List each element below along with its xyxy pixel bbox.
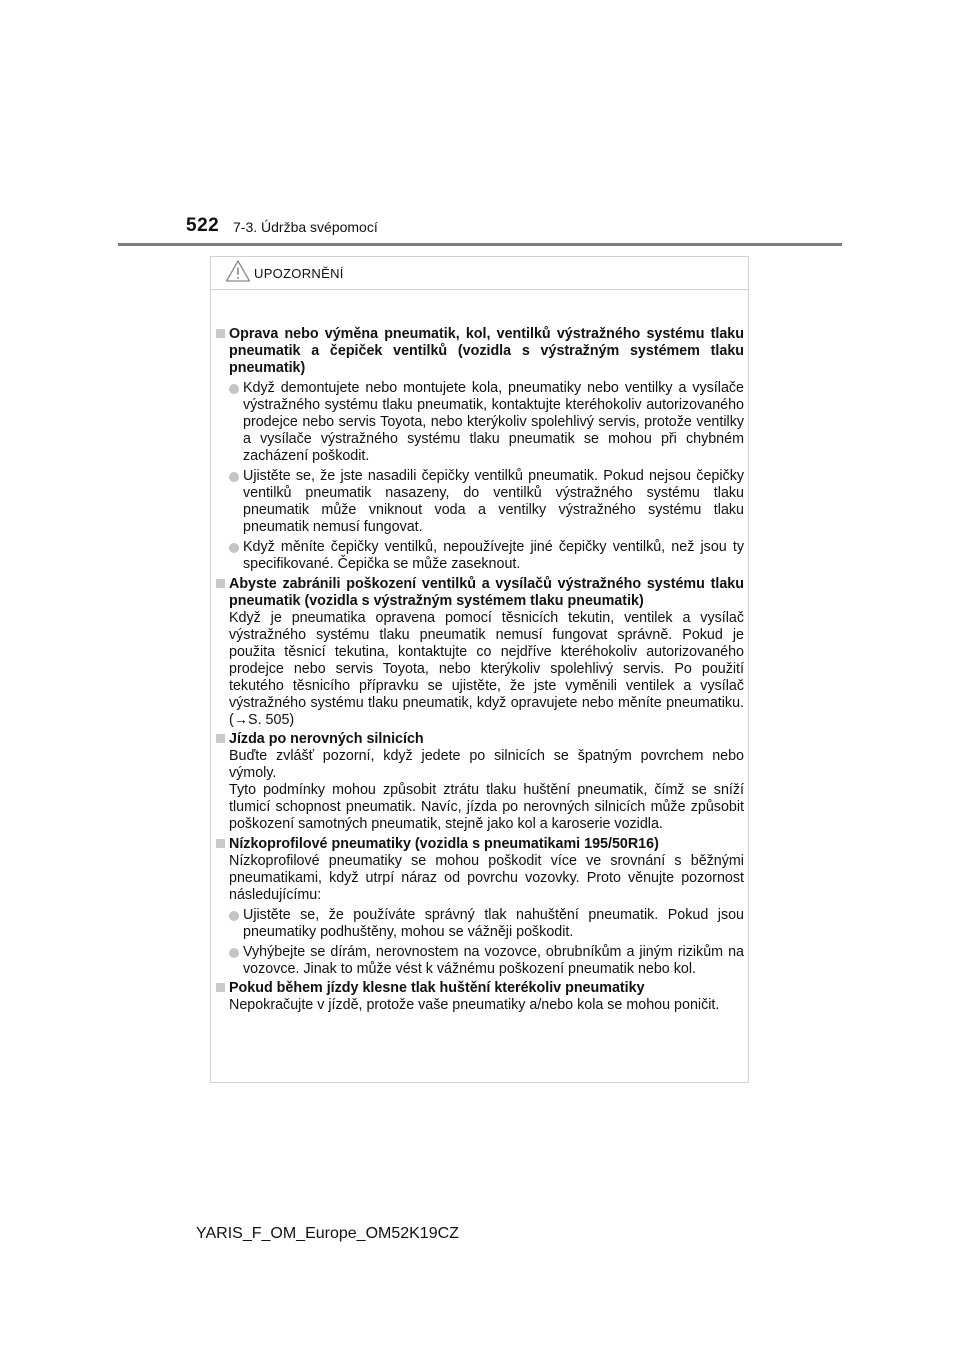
section-heading-text: Pokud během jízdy klesne tlak huštění kterékoliv pneumatiky — [229, 980, 645, 996]
section-heading — [216, 836, 744, 853]
section-heading-text: Jízda po nerovných silnicích — [229, 731, 424, 747]
header-rule — [118, 243, 842, 246]
bullet-item — [229, 468, 744, 536]
warning-content — [216, 326, 744, 1017]
footer-document-code: YARIS_F_OM_Europe_OM52K19CZ — [196, 1225, 459, 1242]
warning-section — [216, 326, 744, 573]
section-heading-text: Nízkoprofilové pneumatiky (vozidla s pneumatikami 195/50R16) — [229, 835, 659, 852]
section-heading — [216, 576, 744, 610]
circle-bullet-icon — [229, 380, 243, 465]
bullet-item — [229, 944, 744, 978]
warning-section — [216, 576, 744, 729]
circle-bullet-icon — [229, 944, 243, 978]
bullet-text: Vyhýbejte se dírám, nerovnostem na vozovce, obrubníkům a jiným rizikům na vozovce. Jinak to může vést k vážnému poškození pneumatik nebo kol. — [243, 943, 744, 977]
section-paragraph: Tyto podmínky mohou způsobit ztrátu tlaku huštění pneumatik, čímž se sníží tlumicí schopnost pneumatik. Navíc, jízda po nerovných silnicích může způsobit poškození samotných pneumatik, stejně jako kol a karoserie vozidla. — [229, 782, 744, 832]
bullet-text: Když demontujete nebo montujete kola, pneumatiky nebo ventilky a vysílače výstražného systému tlaku pneumatik, kontaktujte kteréhokoliv autorizovaného prodejce nebo servis Toyota, nebo kterýkoliv spolehlivý servis, protože ventilky a vysílače výstražného systému tlaku pneumatik se mohou při chybném zacházení poškodit. — [243, 380, 744, 464]
circle-bullet-icon — [229, 539, 243, 573]
section-paragraph: Nízkoprofilové pneumatiky se mohou poškodit více ve srovnání s běžnými pneumatikami, když utrpí náraz od povrchu vozovky. Proto věnujte pozornost následujícímu: — [229, 852, 744, 903]
square-bullet-icon — [216, 731, 229, 748]
warning-triangle-icon — [225, 259, 251, 283]
bullet-item — [229, 907, 744, 941]
section-paragraph: Když je pneumatika opravena pomocí těsnicích tekutin, ventilek a vysílač výstražného systému tlaku pneumatik nemusí fungovat správně. Pokud je použita těsnicí tekutina, kontaktujte co nejdříve kteréhokoliv autorizovaného prodejce nebo servis Toyota, nebo kterýkoliv spolehlivý servis. Po použití tekutého těsnicího přípravku se ujistěte, že jste vyměnili ventilek a vysílač výstražného systému tlaku pneumatik, když opravujete nebo měníte pneumatiku. (→S. 505) — [229, 609, 744, 728]
warning-header-separator — [211, 289, 748, 290]
warning-header — [225, 259, 344, 283]
section-title: 7-3. Údržba svépomocí — [233, 219, 378, 235]
warning-section — [216, 731, 744, 833]
section-heading — [216, 326, 744, 377]
section-heading-text: Oprava nebo výměna pneumatik, kol, ventilků výstražného systému tlaku pneumatik a čepiček ventilků (vozidla s výstražným systémem tlaku pneumatik) — [229, 326, 744, 376]
section-paragraph: Nepokračujte v jízdě, protože vaše pneumatiky a/nebo kola se mohou poničit. — [229, 997, 720, 1013]
warning-section — [216, 980, 744, 1014]
section-heading — [216, 980, 744, 997]
circle-bullet-icon — [229, 468, 243, 536]
warning-section — [216, 836, 744, 978]
square-bullet-icon — [216, 326, 229, 377]
warning-box — [210, 256, 749, 1083]
square-bullet-icon — [216, 980, 229, 997]
square-bullet-icon — [216, 576, 229, 610]
section-paragraph: Buďte zvlášť pozorní, když jedete po silnicích se špatným povrchem nebo výmoly. — [229, 748, 744, 781]
circle-bullet-icon — [229, 907, 243, 941]
bullet-item — [229, 380, 744, 465]
section-heading-text: Abyste zabránili poškození ventilků a vysílačů výstražného systému tlaku pneumatik (vozidla s výstražným systémem tlaku pneumatik) — [229, 575, 744, 609]
bullet-text: Ujistěte se, že používáte správný tlak nahuštění pneumatik. Pokud jsou pneumatiky podhuštěny, mohou se vážněji poškodit. — [243, 906, 744, 940]
warning-title: UPOZORNĚNÍ — [254, 265, 344, 281]
section-heading — [216, 731, 744, 748]
bullet-text: Když měníte čepičky ventilků, nepoužívejte jiné čepičky ventilků, než jsou ty specifikované. Čepička se může zaseknout. — [243, 539, 744, 572]
square-bullet-icon — [216, 836, 229, 853]
bullet-item — [229, 539, 744, 573]
page-number: 522 — [186, 215, 220, 236]
bullet-text: Ujistěte se, že jste nasadili čepičky ventilků pneumatik. Pokud nejsou čepičky ventilků pneumatik nasazeny, do ventilků výstražného systému tlaku pneumatik může vniknout voda a ventilky výstražného systému tlaku pneumatik nemusí fungovat. — [243, 468, 744, 535]
